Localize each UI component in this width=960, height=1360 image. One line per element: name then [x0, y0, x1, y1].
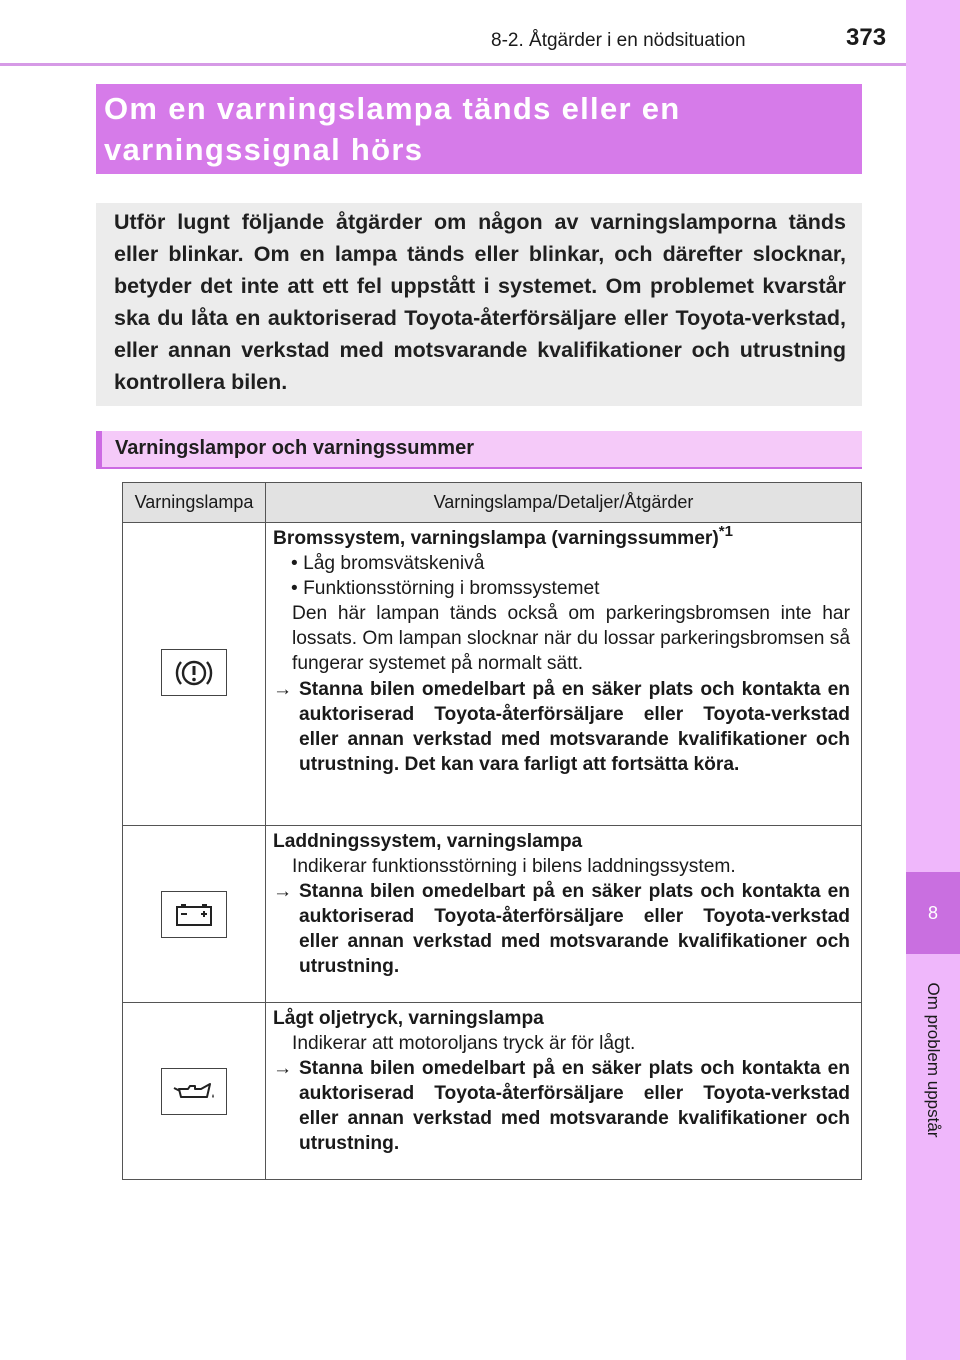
brake-warning-icon: [161, 649, 227, 696]
table-row: [123, 1003, 862, 1180]
lamp-description-cell: [266, 523, 862, 826]
action-text: Stanna bilen omedelbart på en säker plats och kontakta en auktoriserad Toyota-återförsäljare eller Toyota-verkstad eller annan verkstad med motsvarande kvalifikationer och utrustning.: [299, 881, 850, 978]
list-item: • Låg bromsvätskenivå: [291, 553, 485, 575]
item-action: [273, 677, 850, 777]
item-title: Lågt oljetryck, varningslampa: [273, 1008, 544, 1029]
lamp-description-cell: [266, 826, 862, 1003]
section-title: 8-2. Åtgärder i en nödsituation: [491, 30, 746, 51]
bullet-text: Funktionsstörning i bromssystemet: [303, 578, 600, 600]
footnote-mark: *1: [718, 523, 733, 540]
list-item: • Funktionsstörning i bromssystemet: [291, 578, 600, 600]
lamp-description-cell: [266, 1003, 862, 1180]
item-title: Laddningssystem, varningslampa: [273, 831, 583, 852]
action-text: Stanna bilen omedelbart på en säker plats och kontakta en auktoriserad Toyota-återförsäljare eller Toyota-verkstad eller annan verkstad med motsvarande kvalifikationer och utrustning.: [299, 1058, 850, 1155]
table-row: [123, 826, 862, 1003]
column-header-details: Varningslampa/Detaljer/Åtgärder: [266, 483, 862, 523]
section-subheading: Varningslampor och varningssummer: [96, 431, 862, 469]
chapter-side-tab: [906, 0, 960, 1360]
item-title: [273, 523, 850, 551]
battery-icon: [161, 891, 227, 938]
chapter-number: 8: [906, 872, 960, 954]
item-detail: Indikerar att motoroljans tryck är för lågt.: [292, 1033, 636, 1055]
arrow-icon: →: [273, 881, 293, 903]
lamp-icon-cell: [123, 1003, 266, 1180]
arrow-icon: →: [273, 678, 293, 700]
lamp-icon-cell: [123, 523, 266, 826]
item-action: [273, 879, 850, 979]
warning-light-table: [122, 482, 862, 1180]
chapter-title: Om problem uppstår: [924, 982, 943, 1138]
page-title: Om en varningslampa tänds eller en varningssignal hörs: [96, 84, 862, 174]
arrow-icon: →: [273, 1058, 293, 1080]
item-title-text: Bromssystem, varningslampa (varningssummer): [273, 528, 719, 549]
table-row: [123, 523, 862, 826]
action-text: Stanna bilen omedelbart på en säker plats och kontakta en auktoriserad Toyota-återförsäljare eller Toyota-verkstad eller annan verkstad med motsvarande kvalifikationer och utrustning. Det kan vara farligt att fortsätta köra.: [299, 678, 850, 775]
bullet-text: Låg bromsvätskenivå: [303, 553, 485, 575]
oil-can-icon: [161, 1068, 227, 1115]
page-number: 373: [846, 24, 887, 51]
table-header-row: [123, 483, 862, 523]
header-divider: [0, 63, 906, 66]
item-detail: Den här lampan tänds också om parkeringsbromsen inte har lossats. Om lampan slocknar när du lossar parkeringsbromsen så fungerar systemet på normalt sätt.: [292, 603, 850, 675]
item-action: [273, 1056, 850, 1156]
lamp-icon-cell: [123, 826, 266, 1003]
intro-text: Utför lugnt följande åtgärder om någon av varningslamporna tänds eller blinkar. Om en lampa tänds eller blinkar, och därefter slocknar, betyder det inte att ett fel uppstått i systemet. Om problemet kvarstår ska du låta en auktoriserad Toyota-återförsäljare eller Toyota-verkstad, eller annan verkstad med motsvarande kvalifikationer och utrustning kontrollera bilen.: [96, 203, 862, 406]
item-detail: Indikerar funktionsstörning i bilens laddningssystem.: [292, 856, 736, 878]
column-header-lamp: Varningslampa: [123, 483, 266, 523]
